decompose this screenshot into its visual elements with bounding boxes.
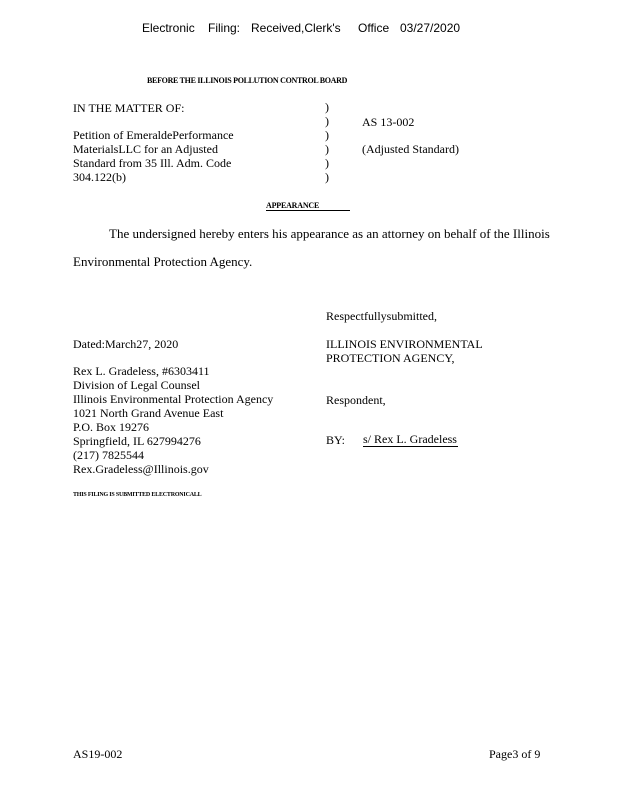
footer-case-number: AS19-002	[73, 747, 123, 761]
paren: )	[325, 142, 329, 156]
case-number: AS 13-002	[362, 115, 415, 129]
attorney-line: Illinois Environmental Protection Agency	[73, 392, 274, 406]
case-type: (Adjusted Standard)	[362, 142, 459, 156]
attorney-line: Rex.Gradeless@Illinois.gov	[73, 462, 209, 476]
agency-block	[326, 337, 483, 365]
attorney-line: 1021 North Grand Avenue East	[73, 406, 224, 420]
agency-line: ILLINOIS ENVIRONMENTAL	[326, 337, 483, 351]
attorney-line: P.O. Box 19276	[73, 420, 150, 434]
body-line-1: The undersigned hereby enters his appearance as an attorney on behalf of the Illinois	[109, 226, 550, 241]
by-label: BY:	[326, 433, 345, 447]
header-electronic: Electronic	[142, 21, 195, 35]
paren: )	[325, 100, 329, 114]
petition-line: 304.122(b)	[73, 170, 126, 184]
filing-note: THIS FILING IS SUBMITTED ELECTRONICALL	[73, 492, 202, 498]
paren: )	[325, 114, 329, 128]
attorney-line: Springfield, IL 627994276	[73, 434, 201, 448]
header-date: 03/27/2020	[400, 21, 461, 35]
paren: )	[325, 170, 329, 184]
respondent-label: Respondent,	[326, 393, 386, 407]
signature-line: s/ Rex L. Gradeless	[363, 432, 457, 446]
header-filing: Filing:	[208, 21, 241, 35]
petition-line: Standard from 35 Ill. Adm. Code	[73, 156, 232, 170]
attorney-line: Rex L. Gradeless, #6303411	[73, 364, 210, 378]
appearance-heading: APPEARANCE	[266, 201, 350, 211]
paren: )	[325, 128, 329, 142]
dated: Dated:March27, 2020	[73, 337, 179, 351]
petition-line: MaterialsLLC for an Adjusted	[73, 142, 218, 156]
body-line-2: Environmental Protection Agency.	[73, 254, 253, 269]
attorney-line: (217) 7825544	[73, 448, 144, 462]
attorney-block	[73, 364, 273, 476]
board-title: BEFORE THE ILLINOIS POLLUTION CONTROL BOARD	[147, 76, 348, 85]
footer-page-number: Page3 of 9	[489, 747, 541, 761]
respectfully-submitted: Respectfullysubmitted,	[326, 309, 437, 323]
caption-parens	[325, 100, 329, 184]
petition-line: Petition of EmeraldePerformance	[73, 128, 234, 142]
header-office: Office	[358, 21, 390, 35]
header-received: Received,Clerk's	[251, 21, 341, 35]
petition-block	[73, 128, 234, 184]
agency-line: PROTECTION AGENCY,	[326, 351, 455, 365]
paren: )	[325, 156, 329, 170]
matter-label: IN THE MATTER OF:	[73, 101, 185, 115]
attorney-line: Division of Legal Counsel	[73, 378, 200, 392]
